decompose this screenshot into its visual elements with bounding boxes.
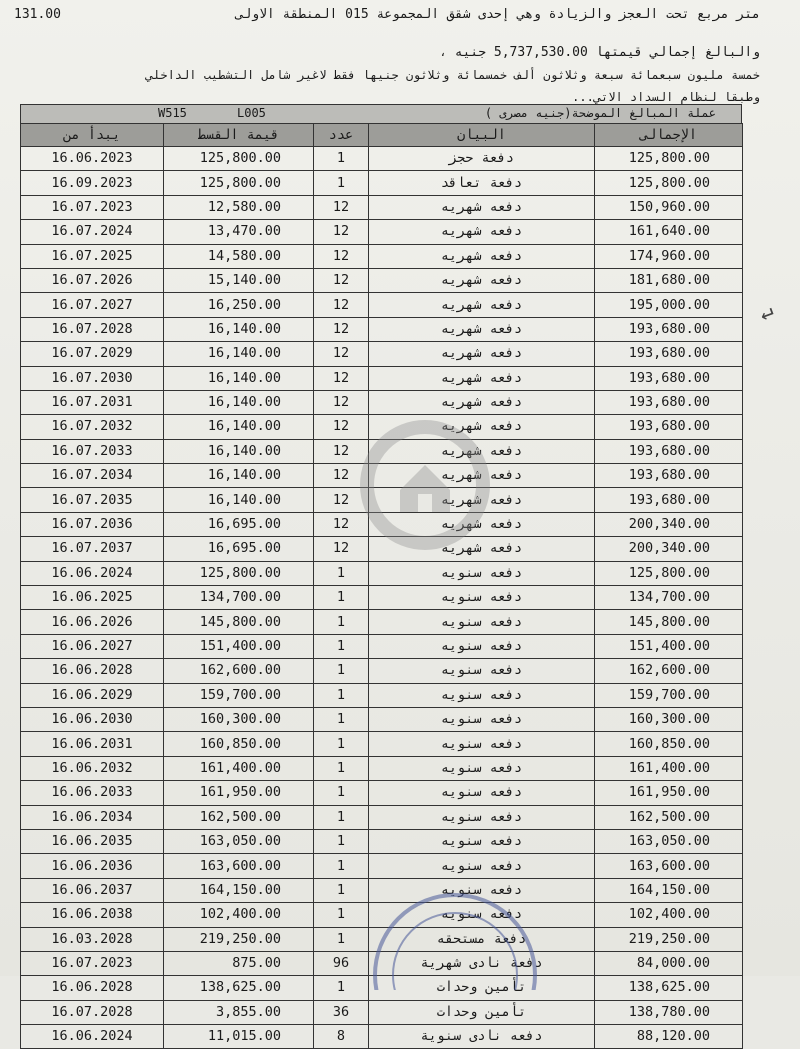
cell-total: 164,150.00: [595, 878, 743, 902]
cell-total: 162,600.00: [595, 659, 743, 683]
table-row: [21, 342, 743, 366]
table-row: [21, 366, 743, 390]
table-row: [21, 781, 743, 805]
cell-installment: 125,800.00: [164, 561, 314, 585]
cell-description: دفعة حجز: [369, 147, 595, 171]
cell-count: 1: [314, 561, 369, 585]
header-total-line: والبالغ إجمالي قيمتها 5,737,530.00 جنيه ،: [439, 45, 760, 60]
cell-count: 96: [314, 951, 369, 975]
cell-installment: 145,800.00: [164, 610, 314, 634]
cell-count: 1: [314, 903, 369, 927]
cell-installment: 219,250.00: [164, 927, 314, 951]
table-header-row: [21, 124, 743, 147]
cell-total: 88,120.00: [595, 1025, 743, 1049]
table-row: [21, 147, 743, 171]
col-header-total: الإجمالى: [595, 124, 743, 147]
cell-description: دفعه سنويه: [369, 561, 595, 585]
cell-start-date: 16.07.2023: [21, 195, 164, 219]
cell-description: دفعه سنويه: [369, 659, 595, 683]
table-row: [21, 268, 743, 292]
currency-label: عملة المبالغ الموضحة(جنيه مصرى ): [484, 106, 716, 120]
cell-description: تأمين وحدات: [369, 1000, 595, 1024]
cell-start-date: 16.07.2028: [21, 317, 164, 341]
cell-description: دفعه شهريه: [369, 366, 595, 390]
cell-description: دفعه شهريه: [369, 195, 595, 219]
cell-installment: 16,140.00: [164, 415, 314, 439]
cell-start-date: 16.06.2034: [21, 805, 164, 829]
cell-count: 8: [314, 1025, 369, 1049]
cell-installment: 16,695.00: [164, 512, 314, 536]
table-row: [21, 854, 743, 878]
cell-start-date: 16.06.2027: [21, 634, 164, 658]
cell-total: 193,680.00: [595, 415, 743, 439]
cell-installment: 159,700.00: [164, 683, 314, 707]
cell-total: 160,300.00: [595, 707, 743, 731]
cell-description: دفعه شهريه: [369, 488, 595, 512]
cell-total: 102,400.00: [595, 903, 743, 927]
cell-installment: 161,400.00: [164, 756, 314, 780]
cell-description: دفعه سنويه: [369, 829, 595, 853]
table-row: [21, 683, 743, 707]
table-row: [21, 561, 743, 585]
cell-total: 161,400.00: [595, 756, 743, 780]
cell-start-date: 16.06.2023: [21, 147, 164, 171]
cell-total: 134,700.00: [595, 586, 743, 610]
cell-description: دفعه سنويه: [369, 732, 595, 756]
cell-total: 193,680.00: [595, 342, 743, 366]
cell-start-date: 16.07.2028: [21, 1000, 164, 1024]
cell-description: دفعه شهريه: [369, 537, 595, 561]
cell-start-date: 16.06.2036: [21, 854, 164, 878]
cell-start-date: 16.06.2035: [21, 829, 164, 853]
cell-start-date: 16.03.2028: [21, 927, 164, 951]
cell-count: 12: [314, 512, 369, 536]
handwritten-mark: ↵: [756, 298, 778, 327]
cell-installment: 125,800.00: [164, 147, 314, 171]
cell-start-date: 16.07.2025: [21, 244, 164, 268]
cell-total: 163,600.00: [595, 854, 743, 878]
cell-count: 12: [314, 488, 369, 512]
cell-description: تأمين وحدات: [369, 976, 595, 1000]
cell-count: 1: [314, 586, 369, 610]
cell-total: 125,800.00: [595, 171, 743, 195]
cell-count: 12: [314, 317, 369, 341]
table-row: [21, 317, 743, 341]
cell-description: دفعه سنويه: [369, 878, 595, 902]
cell-installment: 16,140.00: [164, 464, 314, 488]
cell-start-date: 16.06.2037: [21, 878, 164, 902]
cell-installment: 151,400.00: [164, 634, 314, 658]
cell-description: دفعه شهريه: [369, 415, 595, 439]
cell-count: 1: [314, 732, 369, 756]
cell-count: 1: [314, 854, 369, 878]
cell-count: 1: [314, 659, 369, 683]
table-row: [21, 1025, 743, 1049]
cell-start-date: 16.06.2038: [21, 903, 164, 927]
cell-description: دفعه نادى سنوية: [369, 1025, 595, 1049]
table-row: [21, 634, 743, 658]
cell-count: 1: [314, 878, 369, 902]
cell-installment: 162,500.00: [164, 805, 314, 829]
cell-installment: 102,400.00: [164, 903, 314, 927]
cell-count: 12: [314, 268, 369, 292]
col-header-description: البيان: [369, 124, 595, 147]
cell-start-date: 16.06.2024: [21, 561, 164, 585]
table-row: [21, 586, 743, 610]
cell-total: 193,680.00: [595, 390, 743, 414]
table-row: [21, 610, 743, 634]
unit-code-2: L005: [237, 106, 266, 120]
header-area-value: 131.00: [14, 7, 61, 22]
cell-total: 159,700.00: [595, 683, 743, 707]
cell-count: 1: [314, 610, 369, 634]
cell-installment: 14,580.00: [164, 244, 314, 268]
cell-start-date: 16.07.2027: [21, 293, 164, 317]
cell-description: دفعه شهريه: [369, 293, 595, 317]
cell-count: 12: [314, 390, 369, 414]
cell-installment: 3,855.00: [164, 1000, 314, 1024]
unit-code-row: [20, 104, 742, 123]
table-row: [21, 220, 743, 244]
cell-start-date: 16.07.2024: [21, 220, 164, 244]
cell-start-date: 16.06.2029: [21, 683, 164, 707]
table-row: [21, 293, 743, 317]
unit-code-1: W515: [158, 106, 187, 120]
cell-description: دفعه شهريه: [369, 317, 595, 341]
cell-count: 1: [314, 976, 369, 1000]
cell-count: 1: [314, 683, 369, 707]
cell-description: دفعه سنويه: [369, 903, 595, 927]
header-area-line: [236, 7, 760, 22]
cell-description: دفعه شهريه: [369, 342, 595, 366]
cell-installment: 162,600.00: [164, 659, 314, 683]
cell-count: 1: [314, 805, 369, 829]
cell-count: 1: [314, 927, 369, 951]
cell-start-date: 16.07.2032: [21, 415, 164, 439]
cell-total: 138,780.00: [595, 1000, 743, 1024]
cell-count: 1: [314, 829, 369, 853]
table-row: [21, 390, 743, 414]
cell-start-date: 16.09.2023: [21, 171, 164, 195]
cell-start-date: 16.07.2034: [21, 464, 164, 488]
cell-description: دفعه سنويه: [369, 683, 595, 707]
cell-start-date: 16.06.2030: [21, 707, 164, 731]
official-stamp-icon: [360, 880, 550, 990]
cell-total: 163,050.00: [595, 829, 743, 853]
cell-count: 1: [314, 147, 369, 171]
cell-total: 174,960.00: [595, 244, 743, 268]
cell-count: 36: [314, 1000, 369, 1024]
cell-installment: 160,300.00: [164, 707, 314, 731]
cell-count: 12: [314, 537, 369, 561]
cell-count: 12: [314, 366, 369, 390]
cell-count: 12: [314, 293, 369, 317]
cell-description: دفعة نادى شهرية: [369, 951, 595, 975]
cell-start-date: 16.07.2031: [21, 390, 164, 414]
cell-total: 193,680.00: [595, 366, 743, 390]
cell-count: 1: [314, 707, 369, 731]
cell-count: 12: [314, 464, 369, 488]
cell-start-date: 16.07.2029: [21, 342, 164, 366]
cell-total: 200,340.00: [595, 537, 743, 561]
cell-count: 12: [314, 195, 369, 219]
cell-total: 125,800.00: [595, 147, 743, 171]
cell-total: 84,000.00: [595, 951, 743, 975]
cell-installment: 875.00: [164, 951, 314, 975]
cell-start-date: 16.07.2035: [21, 488, 164, 512]
cell-start-date: 16.07.2023: [21, 951, 164, 975]
cell-start-date: 16.06.2032: [21, 756, 164, 780]
table-row: [21, 171, 743, 195]
cell-installment: 160,850.00: [164, 732, 314, 756]
cell-start-date: 16.07.2030: [21, 366, 164, 390]
table-row: [21, 707, 743, 731]
cell-total: 200,340.00: [595, 512, 743, 536]
cell-installment: 16,140.00: [164, 366, 314, 390]
cell-start-date: 16.06.2033: [21, 781, 164, 805]
cell-installment: 163,050.00: [164, 829, 314, 853]
cell-count: 12: [314, 415, 369, 439]
cell-count: 1: [314, 171, 369, 195]
cell-installment: 161,950.00: [164, 781, 314, 805]
cell-total: 219,250.00: [595, 927, 743, 951]
cell-total: 193,680.00: [595, 317, 743, 341]
header-area-text: متر مربع تحت العجز والزيادة وهي إحدى شقق المجموعة 015 المنطقة الاولى: [235, 7, 760, 22]
cell-description: دفعه سنويه: [369, 634, 595, 658]
cell-start-date: 16.06.2028: [21, 659, 164, 683]
cell-description: دفعة تعاقد: [369, 171, 595, 195]
cell-count: 12: [314, 439, 369, 463]
cell-installment: 16,695.00: [164, 537, 314, 561]
cell-total: 138,625.00: [595, 976, 743, 1000]
cell-total: 150,960.00: [595, 195, 743, 219]
table-row: [21, 732, 743, 756]
cell-description: دفعه شهريه: [369, 244, 595, 268]
cell-total: 193,680.00: [595, 464, 743, 488]
watermark-logo-icon: [360, 420, 490, 550]
cell-description: دفعه سنويه: [369, 781, 595, 805]
cell-installment: 12,580.00: [164, 195, 314, 219]
table-row: [21, 829, 743, 853]
cell-start-date: 16.06.2024: [21, 1025, 164, 1049]
cell-installment: 16,250.00: [164, 293, 314, 317]
cell-count: 1: [314, 756, 369, 780]
cell-installment: 11,015.00: [164, 1025, 314, 1049]
cell-description: دفعه شهريه: [369, 268, 595, 292]
cell-description: دفعه شهريه: [369, 220, 595, 244]
cell-total: 161,950.00: [595, 781, 743, 805]
cell-installment: 16,140.00: [164, 439, 314, 463]
cell-total: 195,000.00: [595, 293, 743, 317]
table-row: [21, 659, 743, 683]
cell-total: 125,800.00: [595, 561, 743, 585]
cell-description: دفعة مستحقه: [369, 927, 595, 951]
cell-installment: 16,140.00: [164, 488, 314, 512]
cell-installment: 16,140.00: [164, 342, 314, 366]
cell-description: دفعه شهريه: [369, 512, 595, 536]
cell-count: 1: [314, 781, 369, 805]
cell-total: 160,850.00: [595, 732, 743, 756]
cell-start-date: 16.07.2037: [21, 537, 164, 561]
table-row: [21, 756, 743, 780]
cell-installment: 15,140.00: [164, 268, 314, 292]
table-row: [21, 244, 743, 268]
cell-installment: 16,140.00: [164, 317, 314, 341]
cell-total: 151,400.00: [595, 634, 743, 658]
cell-installment: 13,470.00: [164, 220, 314, 244]
cell-count: 12: [314, 244, 369, 268]
cell-description: دفعه سنويه: [369, 756, 595, 780]
cell-description: دفعه سنويه: [369, 610, 595, 634]
cell-description: دفعه سنويه: [369, 805, 595, 829]
cell-installment: 163,600.00: [164, 854, 314, 878]
cell-installment: 164,150.00: [164, 878, 314, 902]
cell-installment: 125,800.00: [164, 171, 314, 195]
cell-total: 162,500.00: [595, 805, 743, 829]
cell-start-date: 16.06.2031: [21, 732, 164, 756]
cell-total: 161,640.00: [595, 220, 743, 244]
col-header-start: يبدأ من: [21, 124, 164, 147]
cell-installment: 138,625.00: [164, 976, 314, 1000]
cell-count: 1: [314, 634, 369, 658]
cell-description: دفعه شهريه: [369, 439, 595, 463]
cell-installment: 134,700.00: [164, 586, 314, 610]
header-payment-system: وطبقا لنظام السداد الاتي...: [572, 90, 760, 104]
table-row: [21, 805, 743, 829]
cell-start-date: 16.06.2025: [21, 586, 164, 610]
col-header-count: عدد: [314, 124, 369, 147]
cell-start-date: 16.07.2036: [21, 512, 164, 536]
cell-count: 12: [314, 220, 369, 244]
cell-start-date: 16.07.2033: [21, 439, 164, 463]
col-header-installment: قيمة القسط: [164, 124, 314, 147]
cell-total: 193,680.00: [595, 488, 743, 512]
cell-total: 193,680.00: [595, 439, 743, 463]
cell-description: دفعه شهريه: [369, 464, 595, 488]
header-total-words: خمسة مليون سبعمائة سبعة وثلاثون ألف خمسمائة وثلاثون جنيها فقط لاغير شامل التشطيب الداخلي: [145, 68, 760, 82]
cell-total: 181,680.00: [595, 268, 743, 292]
cell-total: 145,800.00: [595, 610, 743, 634]
cell-start-date: 16.07.2026: [21, 268, 164, 292]
cell-description: دفعه سنويه: [369, 586, 595, 610]
cell-start-date: 16.06.2026: [21, 610, 164, 634]
cell-description: دفعه سنويه: [369, 707, 595, 731]
cell-description: دفعه شهريه: [369, 390, 595, 414]
cell-description: دفعه سنويه: [369, 854, 595, 878]
cell-start-date: 16.06.2028: [21, 976, 164, 1000]
table-row: [21, 195, 743, 219]
cell-installment: 16,140.00: [164, 390, 314, 414]
table-row: [21, 1000, 743, 1024]
cell-count: 12: [314, 342, 369, 366]
